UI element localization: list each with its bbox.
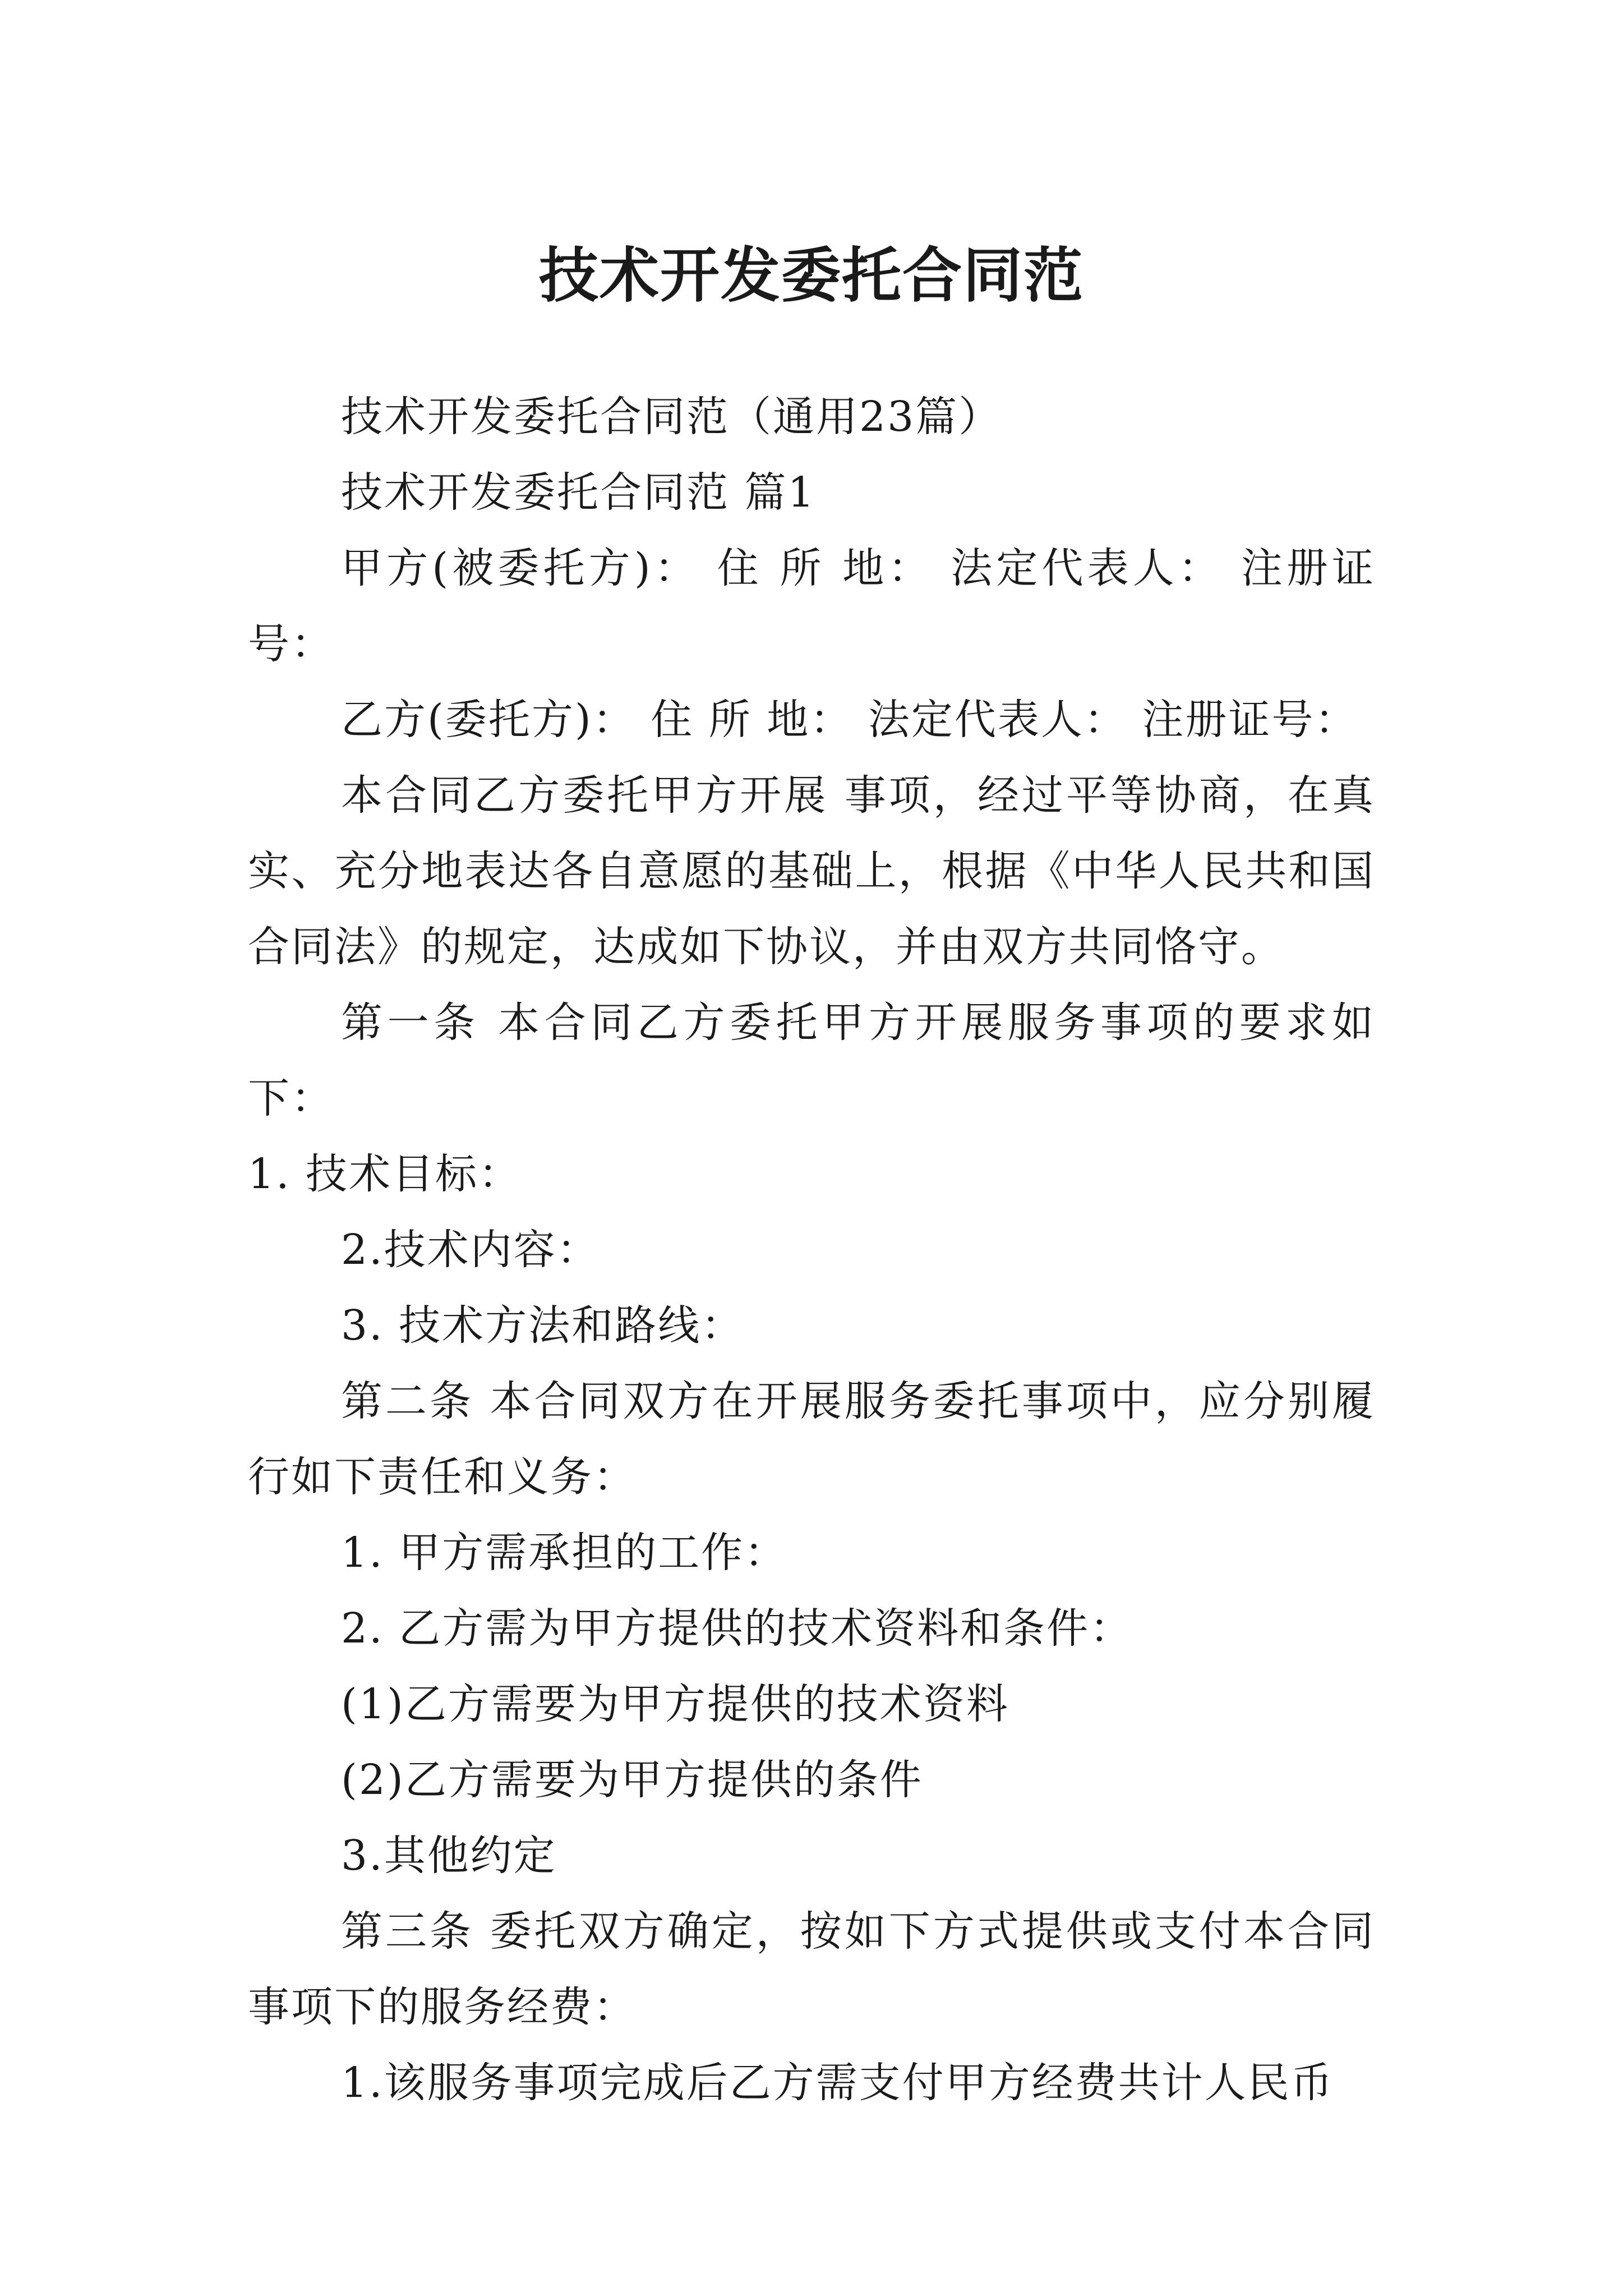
paragraph-preamble: 本合同乙方委托甲方开展 事项，经过平等协商，在真实、充分地表达各自意愿的基础上，根据《中华人民共和国合同法》的规定，达成如下协议，并由双方共同恪守。 [248,771,1375,971]
paragraph-subtitle: 技术开发委托合同范（通用23篇） [341,393,1002,441]
document-title: 技术开发委托合同范 [539,240,1084,311]
paragraph-item-tech-content: 2.技术内容： [341,1226,600,1274]
paragraph-article-3: 第三条 委托双方确定，按如下方式提供或支付本合同事项下的服务经费： [248,1907,1375,2031]
document-body [248,379,1375,2121]
paragraph-item-fee: 1.该服务事项完成后乙方需支付甲方经费共计人民币 [341,2059,1334,2107]
paragraph-item-tech-method: 3. 技术方法和路线： [341,1301,745,1350]
paragraph-part-heading: 技术开发委托合同范 篇1 [341,468,816,517]
paragraph-article-1: 第一条 本合同乙方委托甲方开展服务事项的要求如下： [248,999,1375,1122]
paragraph-item-other: 3.其他约定 [341,1832,557,1880]
paragraph-subitem-conditions: (2)乙方需要为甲方提供的条件 [341,1756,923,1804]
paragraph-item-party-b-provide: 2. 乙方需为甲方提供的技术资料和条件： [341,1604,1133,1653]
paragraph-article-2: 第二条 本合同双方在开展服务委托事项中，应分别履行如下责任和义务： [248,1377,1375,1501]
paragraph-party-b: 乙方(委托方)： 住 所 地： 法定代表人： 注册证号： [341,696,1358,744]
paragraph-item-tech-goal: 1. 技术目标： [248,1150,522,1198]
paragraph-item-party-a-work: 1. 甲方需承担的工作： [341,1529,788,1577]
paragraph-subitem-tech-materials: (1)乙方需要为甲方提供的技术资料 [341,1680,1009,1728]
paragraph-party-a: 甲方(被委托方)： 住 所 地： 法定代表人： 注册证号： [248,544,1375,668]
